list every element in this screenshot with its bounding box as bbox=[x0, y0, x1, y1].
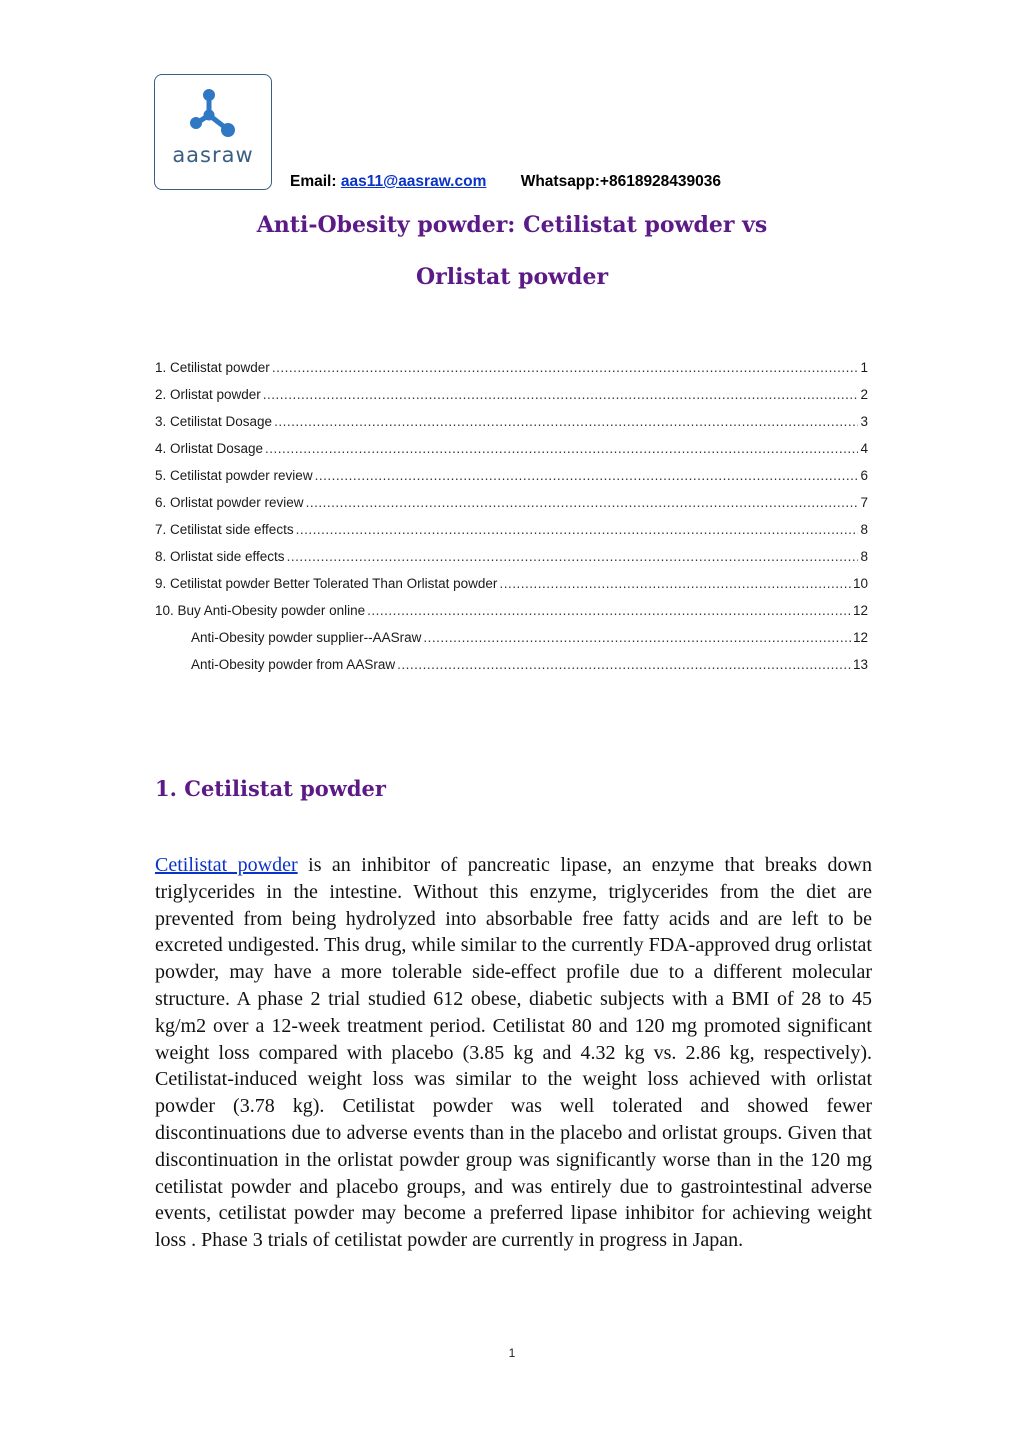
document-title-line-2: Orlistat powder bbox=[415, 264, 609, 290]
toc-entry-page: 13 bbox=[852, 657, 868, 672]
toc-leader-dots bbox=[272, 360, 859, 375]
toc-entry-label: Anti-Obesity powder supplier--AASraw bbox=[191, 630, 422, 645]
logo-text: aasraw bbox=[172, 143, 254, 167]
toc-leader-dots bbox=[397, 657, 851, 672]
document-title-line-1: Anti-Obesity powder: Cetilistat powder vs bbox=[256, 212, 768, 238]
contact-line bbox=[290, 173, 721, 191]
section-body-paragraph bbox=[155, 852, 872, 1254]
toc-entry-page: 1 bbox=[860, 360, 868, 375]
toc-leader-dots bbox=[265, 441, 858, 456]
paragraph-text: is an inhibitor of pancreatic lipase, an enzyme that breaks down triglycerides in the intestine. Without this enzyme, triglycerides from the diet are prevented from being hydrolyzed into absorbable free fatty acids and are left to be excreted undigested. This drug, while similar to the currently FDA-approved drug orlistat powder, may have a more tolerable side-effect profile due to a different molecular structure. A phase 2 trial studied 612 obese, diabetic subjects with a BMI of 28 to 45 kg/m2 over a 12-week treatment period. Cetilistat 80 and 120 mg promoted significant weight loss compared with placebo (3.85 kg and 4.32 kg vs. 2.86 kg, respectively). Cetilistat-induced weight loss was similar to the weight loss achieved with orlistat powder (3.78 kg). Cetilistat powder was well tolerated and showed fewer discontinuations due to adverse events than in the placebo and orlistat groups. Given that discontinuation in the orlistat powder group was significantly worse than in the 120 mg cetilistat powder and placebo groups, and was entirely due to gastrointestinal adverse events, cetilistat powder may become a preferred lipase inhibitor for achieving weight loss . Phase 3 trials of cetilistat powder are currently in progress in Japan. bbox=[155, 854, 872, 1252]
toc-leader-dots bbox=[306, 495, 859, 510]
toc-entry[interactable] bbox=[155, 603, 868, 630]
toc-entry-label: 1. Cetilistat powder bbox=[155, 360, 270, 375]
toc-leader-dots bbox=[499, 576, 851, 591]
toc-entry[interactable] bbox=[155, 360, 868, 387]
toc-leader-dots bbox=[423, 630, 851, 645]
toc-leader-dots bbox=[274, 414, 858, 429]
aasraw-logo bbox=[154, 74, 272, 190]
toc-leader-dots bbox=[315, 468, 859, 483]
toc-entry-page: 7 bbox=[860, 495, 868, 510]
toc-entry[interactable] bbox=[155, 387, 868, 414]
toc-entry-page: 2 bbox=[860, 387, 868, 402]
toc-leader-dots bbox=[263, 387, 859, 402]
toc-entry[interactable] bbox=[155, 441, 868, 468]
toc-entry-label: 5. Cetilistat powder review bbox=[155, 468, 313, 483]
toc-leader-dots bbox=[367, 603, 851, 618]
toc-entry-label: 3. Cetilistat Dosage bbox=[155, 414, 273, 429]
email-link[interactable]: aas11@aasraw.com bbox=[340, 173, 487, 190]
toc-entry-page: 3 bbox=[860, 414, 868, 429]
email-label: Email: bbox=[290, 173, 337, 190]
toc-entry-page: 8 bbox=[860, 522, 868, 537]
toc-entry-page: 12 bbox=[852, 603, 868, 618]
toc-entry-label: 2. Orlistat powder bbox=[155, 387, 261, 402]
page-number: 1 bbox=[508, 1346, 516, 1360]
toc-entry-page: 4 bbox=[860, 441, 868, 456]
toc-entry-label: 6. Orlistat powder review bbox=[155, 495, 304, 510]
toc-leader-dots bbox=[287, 549, 859, 564]
cetilistat-powder-link[interactable]: Cetilistat powder bbox=[155, 854, 298, 876]
toc-entry[interactable] bbox=[155, 549, 868, 576]
toc-subentry[interactable] bbox=[155, 630, 868, 657]
toc-entry[interactable] bbox=[155, 522, 868, 549]
toc-entry[interactable] bbox=[155, 414, 868, 441]
toc-subentry[interactable] bbox=[155, 657, 868, 684]
toc-entry[interactable] bbox=[155, 576, 868, 603]
table-of-contents bbox=[155, 360, 868, 684]
toc-entry-label: Anti-Obesity powder from AASraw bbox=[191, 657, 396, 672]
whatsapp-number: Whatsapp:+8618928439036 bbox=[520, 173, 722, 190]
toc-entry-label: 10. Buy Anti-Obesity powder online bbox=[155, 603, 366, 618]
toc-entry-page: 12 bbox=[852, 630, 868, 645]
toc-entry-page: 10 bbox=[852, 576, 868, 591]
molecule-icon bbox=[189, 87, 241, 139]
toc-entry-page: 8 bbox=[860, 549, 868, 564]
toc-entry[interactable] bbox=[155, 495, 868, 522]
toc-entry-label: 4. Orlistat Dosage bbox=[155, 441, 264, 456]
toc-entry-label: 7. Cetilistat side effects bbox=[155, 522, 294, 537]
toc-entry[interactable] bbox=[155, 468, 868, 495]
toc-entry-page: 6 bbox=[860, 468, 868, 483]
toc-entry-label: 9. Cetilistat powder Better Tolerated Than Orlistat powder bbox=[155, 576, 498, 591]
toc-leader-dots bbox=[296, 522, 859, 537]
section-heading: 1. Cetilistat powder bbox=[155, 776, 386, 801]
toc-entry-label: 8. Orlistat side effects bbox=[155, 549, 285, 564]
